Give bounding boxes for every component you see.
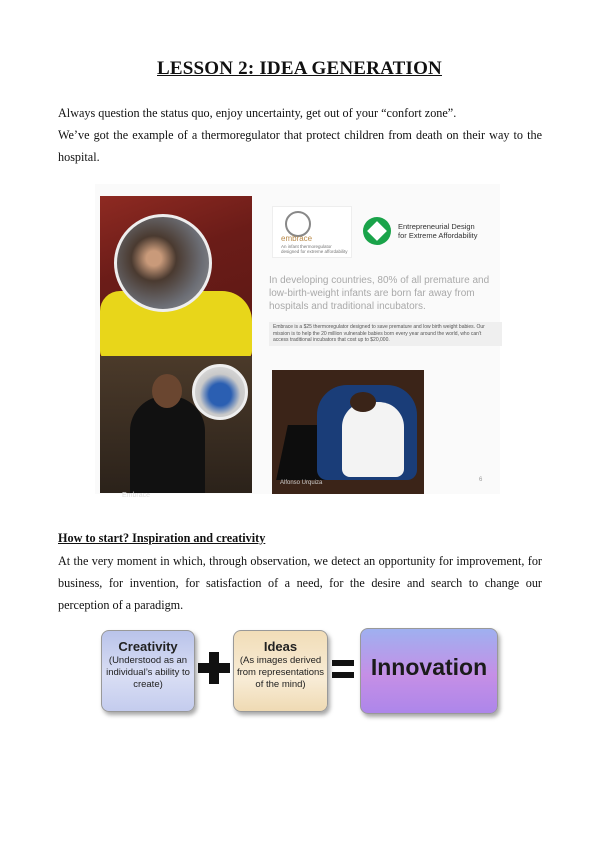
intro-paragraph: Always question the status quo, enjoy uncertainty, get out of your “confort zone”. bbox=[58, 106, 457, 120]
innovation-equation bbox=[0, 628, 599, 716]
section-paragraph: At the very moment in which, through observation, we detect an opportunity for improvement, for business, for invention, for satisfaction of a need, for the desire and search to change our perception of a paradigm. bbox=[58, 554, 542, 612]
ed-line-2: for Extreme Affordability bbox=[398, 231, 478, 240]
white-wrap-shape bbox=[342, 402, 404, 477]
slide-page-number: 6 bbox=[479, 477, 483, 483]
plus-icon bbox=[196, 650, 232, 686]
example-paragraph: We’ve got the example of a thermoregulator that protect children from death on their way to the hospital. bbox=[58, 128, 542, 164]
embrace-figure bbox=[95, 184, 500, 499]
product-inset-circle bbox=[192, 364, 248, 420]
creativity-title: Creativity bbox=[118, 639, 178, 654]
equals-icon bbox=[332, 658, 354, 680]
team-inset-circle bbox=[114, 214, 212, 312]
embrace-wordmark: embrace bbox=[281, 234, 313, 243]
innovation-label: Innovation bbox=[370, 654, 488, 680]
photo-caption-left: Embrace bbox=[122, 492, 151, 499]
innovation-box bbox=[360, 628, 498, 714]
ideas-box bbox=[233, 630, 328, 712]
mission-note: Embrace is a $25 thermoregulator designed to save premature and low birth weight babies. Our mission is to help the 20 million vulnerable babies born every year around the world, who can't access traditional incubators that cost up to $20,000. bbox=[269, 322, 502, 346]
photo-caption-right: Alfonso Urquiza bbox=[280, 480, 323, 486]
ideas-body: (As images derived from representations of the mind) bbox=[236, 655, 325, 690]
ideas-title: Ideas bbox=[263, 639, 298, 654]
section-heading: How to start? Inspiration and creativity bbox=[58, 531, 266, 545]
baby-head-shape bbox=[350, 392, 376, 412]
creativity-body: (Understood as an individual’s ability to create) bbox=[106, 655, 190, 690]
ed-logo-text bbox=[398, 222, 477, 240]
ed-line-1: Entrepreneurial Design bbox=[398, 222, 475, 231]
statistic-text: In developing countries, 80% of all premature and low-birth-weight infants are born far away from hospitals and traditional incubators. bbox=[269, 275, 490, 312]
embrace-tagline: An infant thermoregulator designed for extreme affordability bbox=[281, 244, 348, 254]
ed-logo-icon bbox=[363, 217, 391, 245]
embrace-photo-collage bbox=[100, 196, 252, 499]
embrace-logo bbox=[272, 206, 352, 258]
creativity-box bbox=[101, 630, 195, 712]
baby-photo bbox=[272, 370, 424, 494]
person-shape bbox=[130, 396, 205, 493]
face-shape bbox=[152, 374, 182, 408]
page-title: LESSON 2: IDEA GENERATION bbox=[157, 58, 442, 79]
